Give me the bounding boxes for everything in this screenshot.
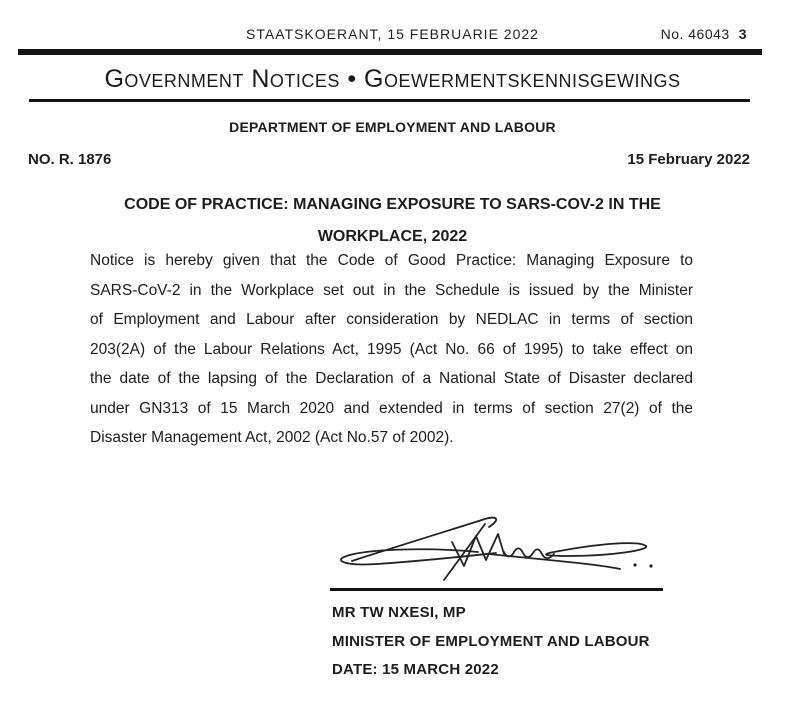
signature-date: DATE: 15 MARCH 2022 xyxy=(332,661,499,678)
masthead xyxy=(0,26,785,46)
page-number: 3 xyxy=(738,26,747,42)
journal-title: STAATSKOERANT, 15 FEBRUARIE 2022 xyxy=(246,26,539,42)
notice-meta-row xyxy=(28,151,750,169)
department-heading: DEPARTMENT OF EMPLOYMENT AND LABOUR xyxy=(229,119,556,135)
section-heading: Government Notices • Goewermentskennisgewings xyxy=(104,65,681,93)
issue-info xyxy=(661,26,747,42)
section-rule xyxy=(29,99,750,102)
notice-date: 15 February 2022 xyxy=(627,151,750,168)
body-line: the date of the lapsing of the Declaration of a National State of Disaster declared xyxy=(90,370,693,387)
notice-number: NO. R. 1876 xyxy=(28,151,112,168)
signatory-title: MINISTER OF EMPLOYMENT AND LABOUR xyxy=(332,632,650,650)
signatory-block xyxy=(332,599,650,685)
notice-title xyxy=(0,189,785,253)
issue-number: No. 46043 xyxy=(660,26,730,42)
body-line: Disaster Management Act, 2002 (Act No.57 of 2002). xyxy=(90,429,454,446)
signature-image xyxy=(328,502,668,582)
notice-body xyxy=(90,246,693,453)
notice-title-line2: WORKPLACE, 2022 xyxy=(317,228,468,245)
body-line: under GN313 of 15 March 2020 and extended in terms of section 27(2) of the xyxy=(90,399,693,417)
signature-rule xyxy=(330,588,663,591)
notice-title-line1: CODE OF PRACTICE: MANAGING EXPOSURE TO SARS-COV-2 IN THE xyxy=(124,196,661,213)
body-line: SARS-CoV-2 in the Workplace set out in the Schedule is issued by the Minister xyxy=(90,281,693,299)
body-line: of Employment and Labour after consideration by NEDLAC in terms of section xyxy=(90,311,693,328)
signatory-name: MR TW NXESI, MP xyxy=(332,604,466,621)
body-line: 203(2A) of the Labour Relations Act, 1995 (Act No. 66 of 1995) to take effect on xyxy=(90,340,693,358)
body-line: Notice is hereby given that the Code of Good Practice: Managing Exposure to xyxy=(90,252,693,269)
top-rule xyxy=(18,49,762,55)
